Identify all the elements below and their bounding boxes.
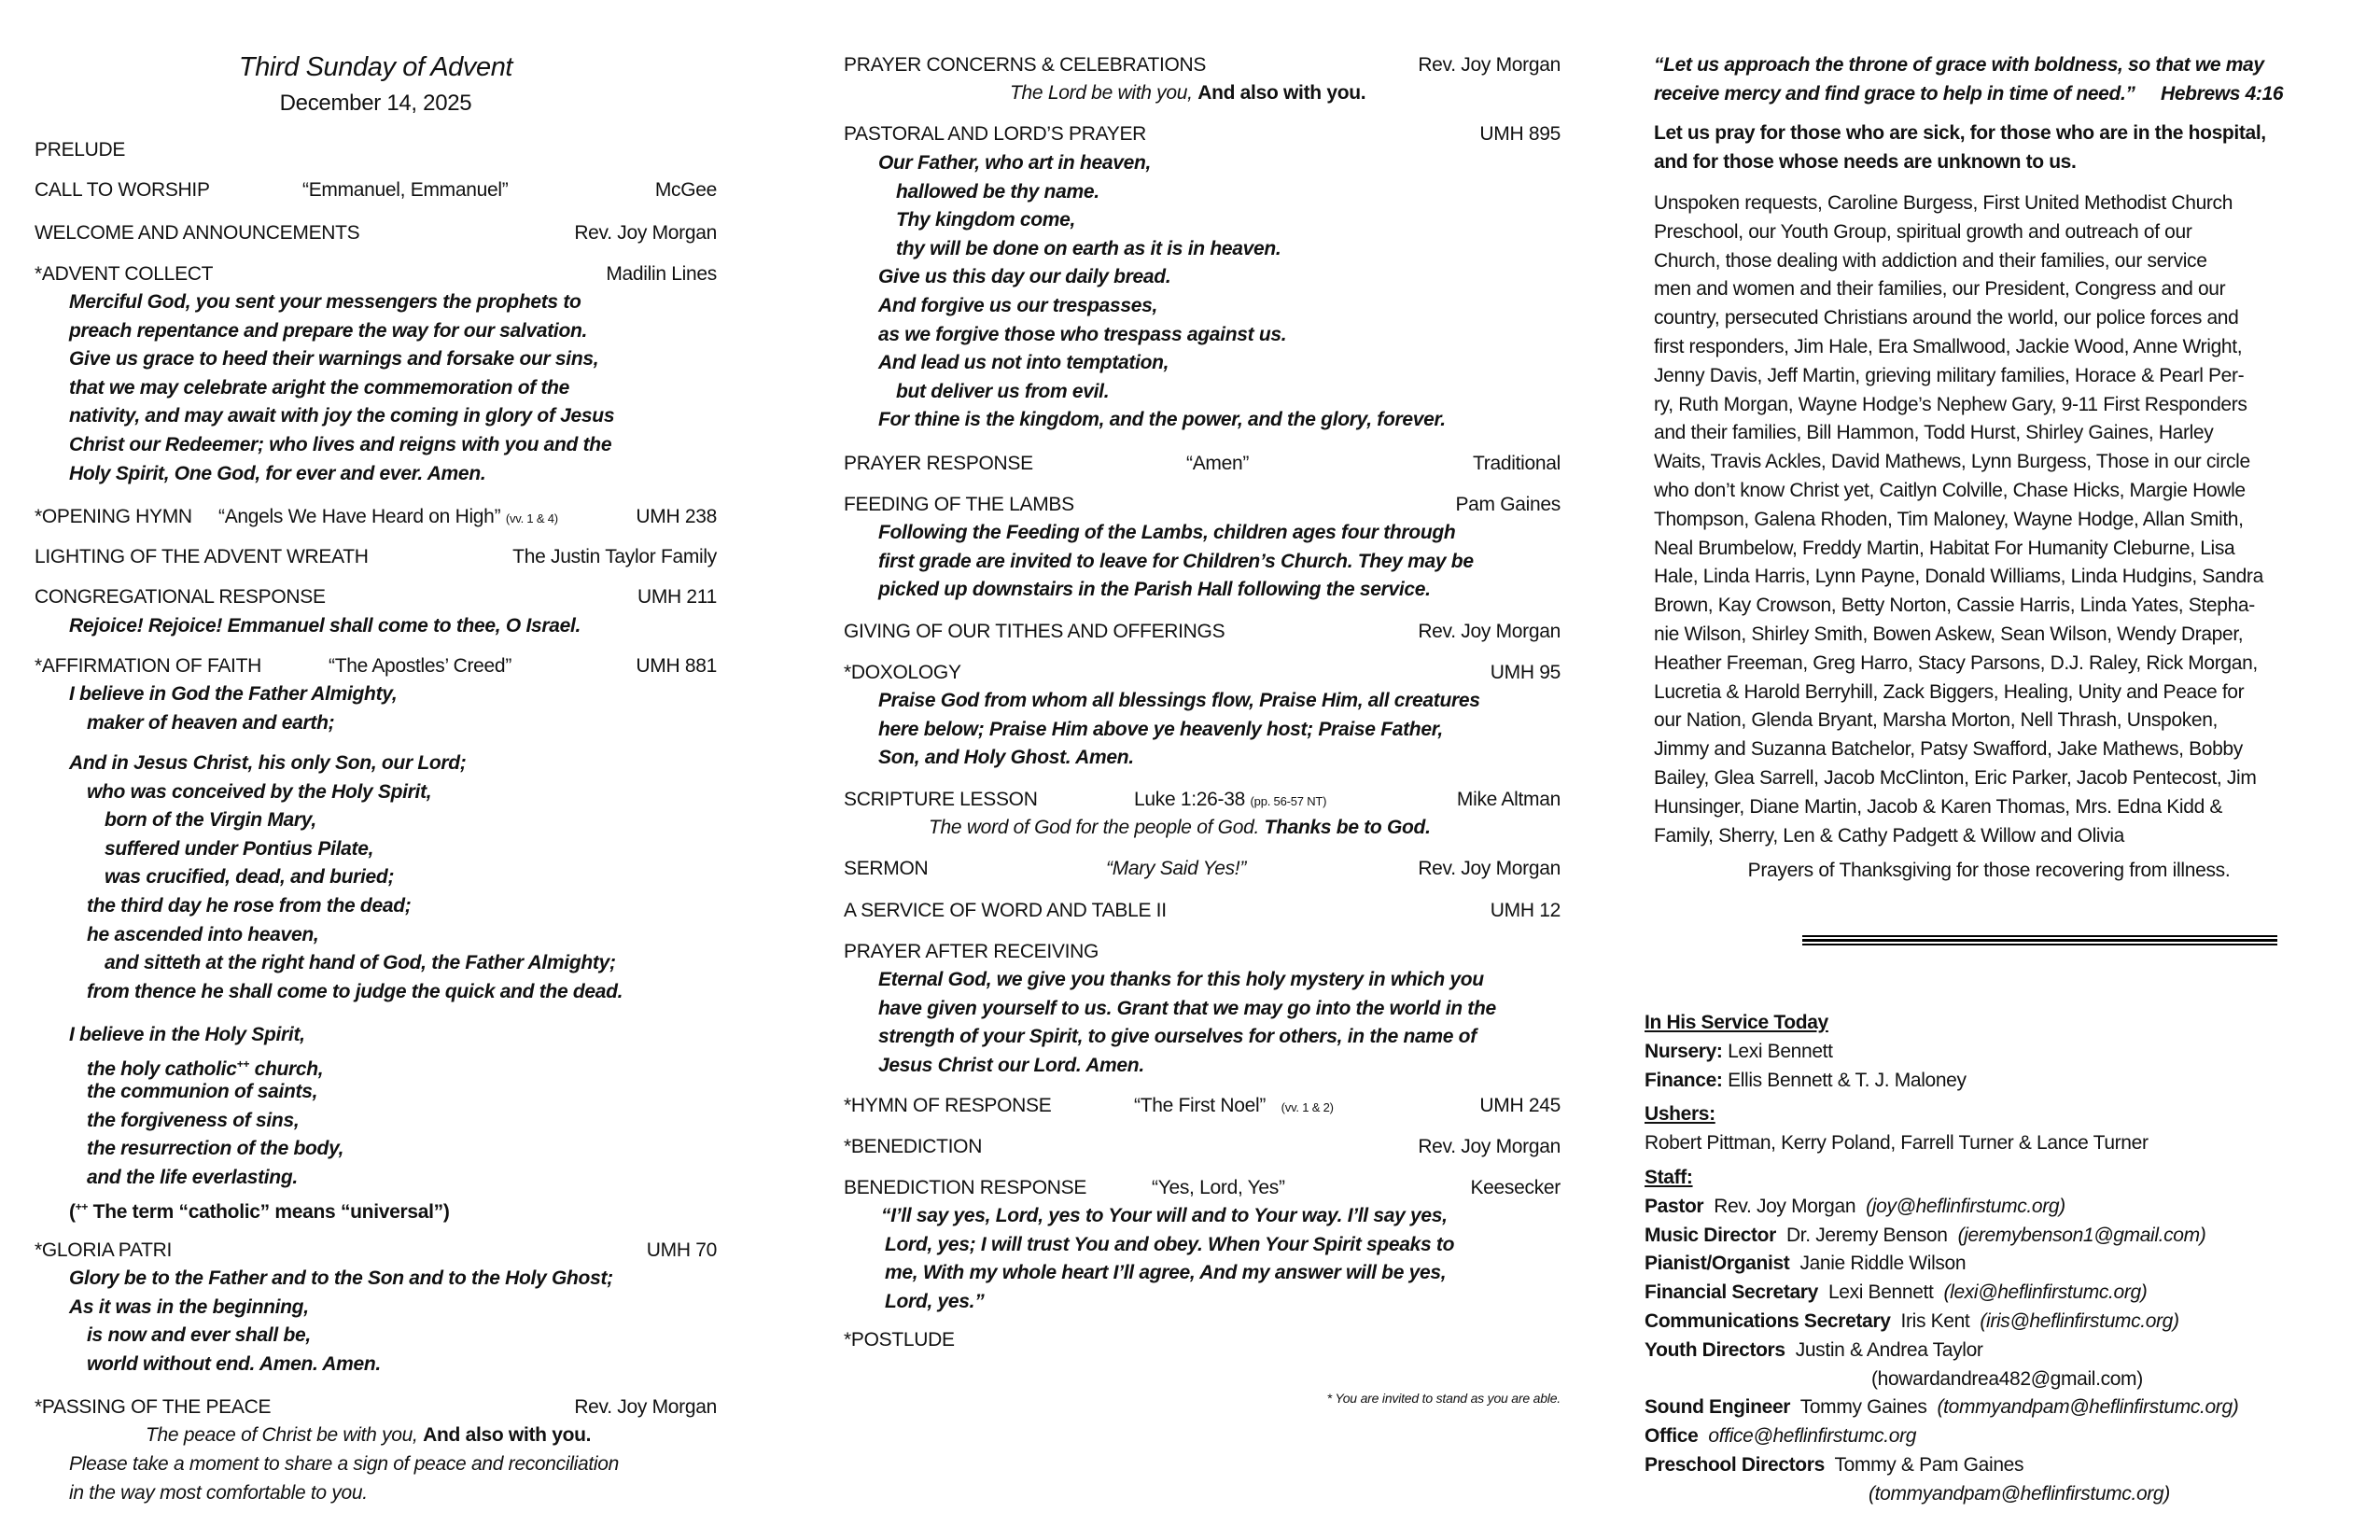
gloria-patri-label: *GLORIA PATRI	[35, 1239, 173, 1261]
doxology-line: Praise God from whom all blessings flow, Praise Him, all creatures	[878, 690, 1480, 711]
sermon-leader: Rev. Joy Morgan	[1418, 858, 1561, 879]
prayer-line: as we forgive those who trespass against us.	[878, 323, 1287, 345]
prayer-line: hallowed be thy name.	[896, 180, 1099, 203]
staff-email: (howardandrea482@gmail.com)	[1871, 1367, 2143, 1390]
benediction-response-title: “Yes, Lord, Yes”	[1152, 1177, 1285, 1198]
word-table-row	[844, 897, 1561, 925]
lambs-line: Following the Feeding of the Lambs, children ages four through	[878, 522, 1456, 543]
prayer-after-label: PRAYER AFTER RECEIVING	[844, 941, 1099, 962]
opening-hymn-verses: (vv. 1 & 4)	[505, 511, 558, 525]
scripture-exchange	[929, 814, 1431, 843]
staff-row	[1645, 1250, 2238, 1279]
gloria-patri-row	[35, 1237, 717, 1265]
staff-name: Tommy Gaines	[1799, 1396, 1927, 1419]
prayer-response-row	[844, 450, 1561, 478]
staff-email: (tommyandpam@heflinfirstumc.org)	[1937, 1396, 2239, 1419]
hymn-response-ref: UMH 245	[1479, 1095, 1561, 1116]
collect-line: preach repentance and prepare the way for our salvation.	[69, 319, 588, 342]
prayer-concerns-label: PRAYER CONCERNS & CELEBRATIONS	[844, 54, 1207, 76]
benediction-response-row	[844, 1174, 1561, 1202]
staff-row	[1645, 1451, 2238, 1480]
staff-row	[1645, 1222, 2238, 1251]
prayer-list-line: Bailey, Glea Sarrell, Jacob McClinton, Eric Parker, Jacob Pentecost, Jim	[1654, 766, 2257, 789]
staff-heading: Staff:	[1645, 1167, 1693, 1188]
staff-role: Pastor	[1645, 1195, 1704, 1217]
benediction-line: Lord, yes; I will trust You and obey. When Your Spirit speaks to	[885, 1233, 1455, 1255]
advent-wreath-label: LIGHTING OF THE ADVENT WREATH	[35, 546, 369, 567]
tithes-leader: Rev. Joy Morgan	[1418, 621, 1561, 642]
collect-line: nativity, and may await with joy the coming in glory of Jesus	[69, 405, 615, 427]
prayer-after-text	[878, 966, 1496, 1080]
staff-email-row	[1645, 1365, 2238, 1394]
prayer-list-line: our Nation, Glenda Bryant, Marsha Morton, Nell Thrash, Unspoken,	[1654, 709, 2219, 732]
creed-footnote	[69, 1193, 450, 1222]
prayer-list-line: Heather Freeman, Greg Harro, Stacy Parsons, D.J. Raley, Rick Morgan,	[1654, 651, 2258, 674]
prayer-line: And forgive us our trespasses,	[878, 294, 1158, 316]
prayer-list-line: Church, those dealing with addiction and their families, our service	[1654, 249, 2207, 272]
footnote-paren: (	[69, 1200, 76, 1223]
gloria-line: is now and ever shall be,	[87, 1324, 311, 1347]
benediction-line: me, With my whole heart I’ll agree, And my answer will be yes,	[885, 1262, 1447, 1284]
prayer-line: Thy kingdom come,	[896, 209, 1076, 231]
lords-prayer-ref: UMH 895	[1479, 123, 1561, 145]
prayer-after-line: Eternal God, we give you thanks for this holy mystery in which you	[878, 969, 1484, 990]
staff-email: (joy@heflinfirstumc.org)	[1866, 1195, 2065, 1217]
stand-footnote: * You are invited to stand as you are able.	[1326, 1391, 1561, 1406]
affirmation-label: *AFFIRMATION OF FAITH	[35, 655, 261, 677]
scripture-label: SCRIPTURE LESSON	[844, 789, 1038, 810]
scripture-leader: Mike Altman	[1456, 789, 1561, 810]
congregational-response-ref: UMH 211	[637, 586, 717, 608]
tithes-label: GIVING OF OUR TITHES AND OFFERINGS	[844, 621, 1225, 642]
prayer-line: Our Father, who art in heaven,	[878, 152, 1152, 174]
prayer-list-line: Jimmy and Suzanna Batchelor, Patsy Swafford, Jake Mathews, Bobby	[1654, 738, 2243, 761]
opening-hymn-title: “Angels We Have Heard on High”	[218, 506, 501, 527]
benediction-leader: Rev. Joy Morgan	[1418, 1136, 1561, 1157]
staff-role: Music Director	[1645, 1224, 1776, 1246]
service-today	[1645, 1009, 1967, 1095]
passing-peace-leader: Rev. Joy Morgan	[574, 1396, 717, 1418]
ushers	[1645, 1100, 2149, 1158]
prayer-list-line: Neal Brumbelow, Freddy Martin, Habitat For Humanity Cleburne, Lisa	[1654, 537, 2235, 559]
welcome-leader: Rev. Joy Morgan	[574, 222, 717, 244]
advent-collect-row	[35, 260, 717, 288]
prayer-after-line: strength of your Spirit, to give ourselves for others, in the name of	[878, 1026, 1477, 1048]
staff-role: Pianist/Organist	[1645, 1253, 1790, 1275]
hymn-response-verses: (vv. 1 & 2)	[1281, 1100, 1334, 1114]
creed-line: And in Jesus Christ, his only Son, our Lord;	[69, 752, 467, 774]
doxology-label: *DOXOLOGY	[844, 662, 961, 683]
creed-stanza-3	[69, 1021, 450, 1221]
creed-church-text: church,	[254, 1057, 324, 1080]
benediction-response-leader: Keesecker	[1470, 1177, 1561, 1198]
scripture-verse	[1654, 51, 2283, 109]
prayer-intro-line: Let us pray for those who are sick, for those who are in the hospital,	[1654, 122, 2266, 144]
postlude-label: *POSTLUDE	[844, 1329, 955, 1351]
call-to-worship-leader: McGee	[654, 179, 717, 201]
hymn-response-title: “The First Noel”	[1134, 1095, 1267, 1116]
prayer-list-line: Thompson, Galena Rhoden, Tim Maloney, Wayne Hodge, Allan Smith,	[1654, 508, 2244, 530]
staff-row	[1645, 1393, 2238, 1422]
collect-line: Merciful God, you sent your messengers the prophets to	[69, 291, 581, 313]
word-table-ref: UMH 12	[1490, 900, 1561, 921]
affirmation-row	[35, 652, 717, 680]
thanksgiving-note: Prayers of Thanksgiving for those recovering from illness.	[1747, 860, 2231, 881]
creed-line: and the life everlasting.	[87, 1166, 298, 1188]
prayer-list-line: Brown, Kay Crowson, Betty Norton, Cassie Harris, Linda Yates, Stepha-	[1654, 595, 2255, 617]
verse-line	[1654, 80, 2283, 109]
footnote-marker: ++	[236, 1057, 250, 1071]
creed-line: who was conceived by the Holy Spirit,	[87, 780, 432, 803]
collect-line: Holy Spirit, One God, for ever and ever. Amen.	[69, 462, 486, 484]
hymn-response-row	[844, 1092, 1561, 1120]
advent-wreath-row	[35, 543, 717, 571]
page-title: Third Sunday of Advent	[238, 52, 513, 82]
creed-line: the resurrection of the body,	[87, 1138, 344, 1160]
affirmation-ref: UMH 881	[636, 655, 717, 677]
staff-row	[1645, 1422, 2238, 1451]
staff-row	[1645, 1279, 2238, 1308]
staff-role: Youth Directors	[1645, 1338, 1785, 1361]
creed-line: he ascended into heaven,	[87, 923, 319, 945]
prayer-list-line: Jenny Davis, Jeff Martin, grieving military families, Horace & Pearl Per-	[1654, 364, 2245, 386]
staff-name: Lexi Bennett	[1827, 1281, 1934, 1304]
creed-line: the forgiveness of sins,	[87, 1109, 300, 1131]
lords-prayer-label: PASTORAL AND LORD’S PRAYER	[844, 123, 1147, 145]
prayer-concerns-leader: Rev. Joy Morgan	[1418, 54, 1561, 76]
lords-prayer-row	[844, 120, 1561, 148]
prayer-list-line: and their families, Bill Hammon, Todd Hurst, Shirley Gaines, Harley	[1654, 422, 2214, 444]
staff-email: office@heflinfirstumc.org	[1708, 1425, 1917, 1448]
prayer-list-line: men and women and their families, our President, Congress and our	[1654, 278, 2226, 301]
doxology-row	[844, 659, 1561, 687]
creed-line: and sitteth at the right hand of God, the Father Almighty;	[105, 952, 616, 974]
opening-hymn-ref: UMH 238	[636, 506, 717, 527]
staff-role: Financial Secretary	[1645, 1281, 1818, 1304]
nursery-label: Nursery:	[1645, 1040, 1723, 1062]
prayer-concerns-call: The Lord be with you,	[1010, 82, 1193, 104]
gloria-line: As it was in the beginning,	[69, 1295, 309, 1318]
peace-call: The peace of Christ be with you,	[146, 1424, 418, 1446]
prayer-line: For thine is the kingdom, and the power, and the glory, forever.	[878, 409, 1446, 431]
call-to-worship-label: CALL TO WORSHIP	[35, 179, 210, 201]
congregational-response-text	[69, 612, 581, 641]
affirmation-title: “The Apostles’ Creed”	[329, 655, 512, 677]
call-to-worship-row	[35, 176, 717, 204]
benediction-line: Lord, yes.”	[885, 1290, 985, 1312]
staff-name: Dr. Jeremy Benson	[1785, 1224, 1948, 1246]
creed-line: the third day he rose from the dead;	[87, 894, 412, 917]
prayer-list-line: Preschool, our Youth Group, spiritual growth and outreach of our	[1654, 220, 2192, 243]
benediction-label: *BENEDICTION	[844, 1136, 983, 1157]
sermon-title: “Mary Said Yes!”	[1106, 858, 1247, 879]
creed-stanza-1	[69, 680, 397, 737]
verse-reference: Hebrews 4:16	[2161, 82, 2284, 105]
creed-line	[69, 1050, 450, 1079]
benediction-response-label: BENEDICTION RESPONSE	[844, 1177, 1087, 1198]
staff-email: (jeremybenson1@gmail.com)	[1957, 1224, 2206, 1246]
staff-name: Iris Kent	[1900, 1309, 1970, 1332]
nursery-row	[1645, 1038, 1967, 1067]
hymn-response-label: *HYMN OF RESPONSE	[844, 1095, 1052, 1116]
staff-role: Office	[1645, 1425, 1699, 1448]
lambs-line: first grade are invited to leave for Children’s Church. They may be	[878, 550, 1474, 572]
peace-instructions	[69, 1450, 619, 1507]
prayer-concerns-row	[844, 51, 1561, 79]
scripture-call: The word of God for the people of God.	[929, 817, 1259, 838]
feeding-lambs-leader: Pam Gaines	[1455, 494, 1561, 515]
gloria-line: Glory be to the Father and to the Son and to the Holy Ghost;	[69, 1267, 613, 1289]
doxology-ref: UMH 95	[1490, 662, 1561, 683]
prayer-list-line: nie Wilson, Shirley Smith, Bowen Askew, Sean Wilson, Wendy Draper,	[1654, 623, 2244, 645]
prayer-concerns-exchange	[1010, 79, 1365, 108]
opening-hymn-title-group	[218, 503, 558, 533]
call-to-worship-title: “Emmanuel, Emmanuel”	[302, 179, 509, 201]
passing-peace-label: *PASSING OF THE PEACE	[35, 1396, 272, 1418]
feeding-lambs-text	[878, 519, 1474, 605]
service-date: December 14, 2025	[279, 91, 472, 116]
prelude-label: PRELUDE	[35, 139, 126, 161]
staff-role: Preschool Directors	[1645, 1453, 1825, 1476]
prayer-list-line: Hale, Linda Harris, Lynn Payne, Donald Williams, Linda Hudgins, Sandra	[1654, 566, 2263, 588]
congregational-response-row	[35, 583, 717, 611]
congregational-response-label: CONGREGATIONAL RESPONSE	[35, 586, 326, 608]
doxology-line: here below; Praise Him above ye heavenly host; Praise Father,	[878, 718, 1443, 740]
section-divider	[1802, 935, 2277, 945]
scripture-title: Luke 1:26-38	[1134, 789, 1245, 810]
lords-prayer-text	[878, 149, 1446, 435]
creed-line: born of the Virgin Mary,	[105, 809, 316, 832]
creed-line: I believe in God the Father Almighty,	[69, 683, 398, 705]
prayer-list-line: Family, Sherry, Len & Cathy Padgett & Willow and Olivia	[1654, 824, 2125, 847]
verse-line: “Let us approach the throne of grace with boldness, so that we may	[1654, 54, 2264, 76]
prayer-list	[1654, 189, 2263, 850]
prayer-line: thy will be done on earth as it is in heaven.	[896, 237, 1281, 259]
peace-line: Please take a moment to share a sign of peace and reconciliation	[69, 1453, 620, 1475]
opening-hymn-row	[35, 503, 717, 531]
opening-hymn-label: *OPENING HYMN	[35, 506, 192, 527]
prayer-after-row	[844, 938, 1561, 966]
prayer-response-leader: Traditional	[1473, 453, 1561, 474]
gloria-line: world without end. Amen. Amen.	[87, 1352, 381, 1375]
advent-wreath-leader: The Justin Taylor Family	[512, 546, 717, 567]
sermon-row	[844, 855, 1561, 883]
advent-collect-text	[69, 288, 614, 488]
word-table-label: A SERVICE OF WORD AND TABLE II	[844, 900, 1167, 921]
feeding-lambs-label: FEEDING OF THE LAMBS	[844, 494, 1074, 515]
staff-email: (iris@heflinfirstumc.org)	[1980, 1309, 2179, 1332]
staff	[1645, 1164, 2238, 1509]
nursery-name: Lexi Bennett	[1728, 1040, 1833, 1062]
prayer-list-line: Unspoken requests, Caroline Burgess, First United Methodist Church	[1654, 192, 2233, 214]
creed-stanza-2	[69, 749, 623, 1006]
creed-line: the communion of saints,	[87, 1081, 318, 1103]
prayer-concerns-response: And also with you.	[1197, 82, 1366, 104]
collect-line: Christ our Redeemer; who lives and reigns with you and the	[69, 433, 612, 455]
peace-exchange	[146, 1421, 591, 1450]
creed-line: suffered under Pontius Pilate,	[105, 837, 374, 860]
prayer-list-line: ry, Ruth Morgan, Wayne Hodge’s Nephew Gary, 9-11 First Responders	[1654, 393, 2247, 415]
staff-email: (lexi@heflinfirstumc.org)	[1943, 1281, 2148, 1304]
prayer-intro	[1654, 119, 2266, 177]
advent-collect-label: *ADVENT COLLECT	[35, 263, 214, 285]
creed-catholic-text: the holy catholic	[87, 1057, 237, 1080]
prayer-list-line: country, persecuted Christians around the world, our police forces and	[1654, 307, 2239, 329]
hymn-response-title-group	[1134, 1092, 1334, 1122]
prayer-list-line: first responders, Jim Hale, Era Smallwood, Jackie Wood, Anne Wright,	[1654, 335, 2243, 357]
service-today-heading: In His Service Today	[1645, 1012, 1828, 1033]
prayer-line: And lead us not into temptation,	[878, 352, 1169, 374]
staff-name: Rev. Joy Morgan	[1714, 1195, 1856, 1217]
prayer-list-line: Hunsinger, Diane Martin, Jacob & Karen Thomas, Mrs. Edna Kidd &	[1654, 795, 2223, 818]
prayer-list-line: Waits, Travis Ackles, David Mathews, Lynn Burgess, Those in our circle	[1654, 451, 2250, 473]
ushers-names: Robert Pittman, Kerry Poland, Farrell Turner & Lance Turner	[1645, 1131, 2149, 1154]
benediction-row	[844, 1133, 1561, 1161]
staff-row	[1645, 1193, 2238, 1222]
staff-role: Communications Secretary	[1645, 1309, 1891, 1332]
collect-line: Give us grace to heed their warnings and forsake our sins,	[69, 348, 599, 371]
creed-line: maker of heaven and earth;	[87, 711, 335, 734]
finance-names: Ellis Bennett & T. J. Maloney	[1728, 1069, 1967, 1091]
lambs-line: picked up downstairs in the Parish Hall following the service.	[878, 579, 1431, 601]
welcome-label: WELCOME AND ANNOUNCEMENTS	[35, 222, 360, 244]
prayer-list-line: who don’t know Christ yet, Caitlyn Colville, Chase Hicks, Margie Howle	[1654, 479, 2246, 501]
passing-peace-row	[35, 1393, 717, 1421]
gloria-patri-text	[69, 1265, 613, 1379]
staff-name: Janie Riddle Wilson	[1799, 1253, 1967, 1275]
finance-label: Finance:	[1645, 1069, 1723, 1091]
peace-response: And also with you.	[423, 1424, 592, 1446]
scripture-pages: (pp. 56-57 NT)	[1250, 794, 1327, 808]
staff-row	[1645, 1308, 2238, 1337]
footnote-text: The term “catholic” means “universal”)	[92, 1200, 450, 1223]
collect-line: that we may celebrate aright the commemoration of the	[69, 376, 570, 399]
prayer-line: but deliver us from evil.	[896, 380, 1110, 402]
prayer-response-label: PRAYER RESPONSE	[844, 453, 1033, 474]
staff-role: Sound Engineer	[1645, 1396, 1791, 1419]
prayer-response-title: “Amen”	[1186, 453, 1250, 474]
scripture-row	[844, 786, 1561, 814]
welcome-row	[35, 219, 717, 247]
staff-name: Justin & Andrea Taylor	[1795, 1338, 1983, 1361]
staff-email: (tommyandpam@heflinfirstumc.org)	[1869, 1482, 2170, 1505]
benediction-line: “I’ll say yes, Lord, yes to Your will and to Your way. I’ll say yes,	[881, 1205, 1448, 1226]
gloria-patri-ref: UMH 70	[646, 1239, 717, 1261]
sermon-label: SERMON	[844, 858, 929, 879]
verse-text: receive mercy and find grace to help in time of need.”	[1654, 82, 2135, 105]
peace-line: in the way most comfortable to you.	[69, 1481, 368, 1504]
prayer-after-line: have given yourself to us. Grant that we may go into the world in the	[878, 997, 1496, 1019]
scripture-ref-group	[1134, 786, 1326, 816]
doxology-text	[878, 687, 1480, 773]
creed-line: I believe in the Holy Spirit,	[69, 1024, 305, 1045]
creed-line: from thence he shall come to judge the quick and the dead.	[87, 980, 623, 1002]
finance-row	[1645, 1067, 1967, 1096]
feeding-lambs-row	[844, 491, 1561, 519]
prayer-intro-line: and for those whose needs are unknown to us.	[1654, 150, 2077, 173]
ushers-heading: Ushers:	[1645, 1103, 1715, 1125]
prayer-list-line: Lucretia & Harold Berryhill, Zack Biggers, Healing, Unity and Peace for	[1654, 680, 2245, 703]
benediction-response-text	[881, 1202, 1454, 1316]
advent-collect-leader: Madilin Lines	[606, 263, 717, 285]
staff-row	[1645, 1337, 2238, 1365]
response-line: Rejoice! Rejoice! Emmanuel shall come to thee, O Israel.	[69, 615, 581, 637]
creed-line: was crucified, dead, and buried;	[105, 866, 395, 889]
scripture-response: Thanks be to God.	[1264, 817, 1431, 838]
prayer-line: Give us this day our daily bread.	[878, 266, 1171, 288]
prayer-after-line: Jesus Christ our Lord. Amen.	[878, 1054, 1144, 1076]
tithes-row	[844, 618, 1561, 646]
staff-email-row	[1645, 1480, 2238, 1509]
footnote-marker: ++	[75, 1199, 89, 1213]
doxology-line: Son, and Holy Ghost. Amen.	[878, 747, 1134, 769]
staff-name: Tommy & Pam Gaines	[1834, 1453, 2024, 1476]
